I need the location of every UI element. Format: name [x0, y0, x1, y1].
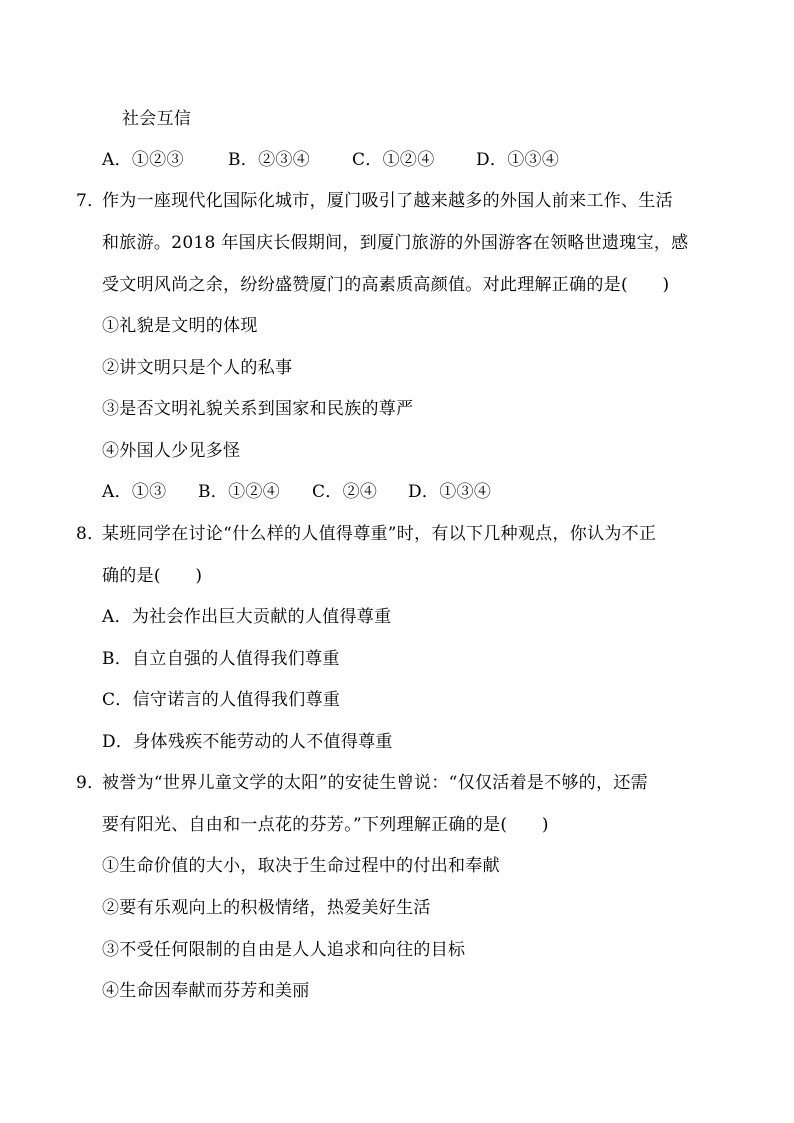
- q7-statement-2: ②讲文明只是个人的私事: [102, 358, 293, 378]
- q6-option-a: A．①②③: [102, 150, 184, 170]
- q7-statement-1: ①礼貌是文明的体现: [102, 316, 258, 336]
- q6-option-b: B．②③④: [228, 150, 310, 170]
- q7-option-c: C．②④: [312, 482, 378, 502]
- q9-statement-3: ③不受任何限制的自由是人人追求和向往的目标: [102, 940, 466, 960]
- q7-statement-4: ④外国人少见多怪: [102, 441, 241, 461]
- q9-number: 9．: [76, 773, 105, 793]
- q9-statement-1: ①生命价值的大小，取决于生命过程中的付出和奉献: [102, 856, 500, 876]
- q6-tail: 社会互信: [122, 109, 192, 129]
- q7-number: 7．: [76, 191, 105, 211]
- q8-option-d: D．身体残疾不能劳动的人不值得尊重: [102, 732, 393, 752]
- q8-stem-line-2: 确的是( ): [102, 566, 203, 586]
- q6-option-d: D．①③④: [476, 150, 560, 170]
- q9-statement-2: ②要有乐观向上的积极情绪，热爱美好生活: [102, 898, 431, 918]
- q6-options: [102, 149, 559, 171]
- q8-option-b: B．自立自强的人值得我们尊重: [102, 649, 340, 669]
- q8-option-a: A．为社会作出巨大贡献的人值得尊重: [102, 607, 392, 627]
- q7-stem-line-2: 和旅游。2018 年国庆长假期间，到厦门旅游的外国游客在领略世遗瑰宝，感: [102, 233, 689, 253]
- q8-option-c: C．信守诺言的人值得我们尊重: [102, 690, 341, 710]
- q7-option-a: A．①③: [102, 482, 167, 502]
- q9-statement-4: ④生命因奉献而芬芳和美丽: [102, 981, 310, 1001]
- q7-stem-line-3: 受文明风尚之余，纷纷盛赞厦门的高素质高颜值。对此理解正确的是( ): [102, 275, 670, 295]
- q8-number: 8．: [76, 524, 105, 544]
- q7-statement-3: ③是否文明礼貌关系到国家和民族的尊严: [102, 399, 414, 419]
- q7-option-b: B．①②④: [198, 482, 280, 502]
- q9-stem-line-2: 要有阳光、自由和一点花的芬芳。”下列理解正确的是( ): [102, 815, 549, 835]
- q6-option-c: C．①②④: [352, 150, 435, 170]
- q7-option-d: D．①③④: [408, 482, 492, 502]
- q8-stem-line-1: 某班同学在讨论“什么样的人值得尊重”时，有以下几种观点，你认为不正: [102, 524, 657, 544]
- q7-options: [102, 481, 491, 503]
- q7-stem-line-1: 作为一座现代化国际化城市，厦门吸引了越来越多的外国人前来工作、生活: [102, 191, 673, 211]
- q9-stem-line-1: 被誉为“世界儿童文学的太阳”的安徒生曾说：“仅仅活着是不够的，还需: [102, 773, 648, 793]
